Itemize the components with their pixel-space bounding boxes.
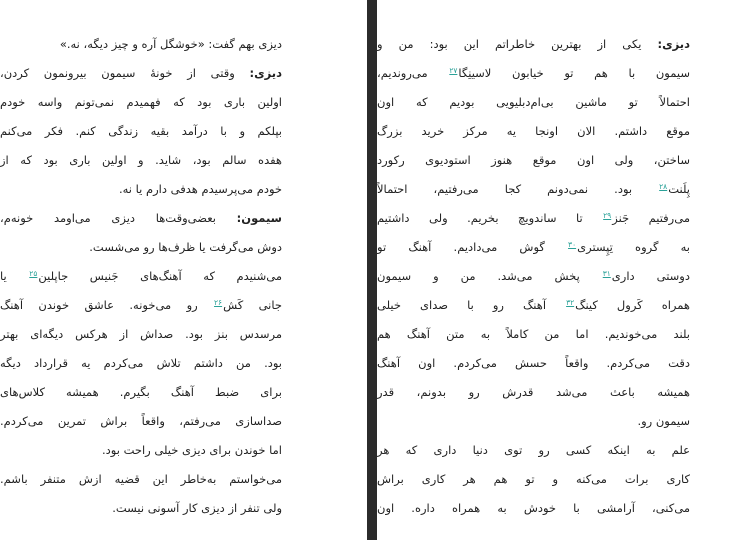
- text-line: [0, 88, 282, 117]
- text-line: [0, 436, 282, 465]
- text-segment: برای ضبط آهنگ بگیرم. همیشه کلاس‌های: [0, 385, 282, 399]
- text-line: [0, 407, 282, 436]
- text-segment: می‌رفتیم جَنز: [612, 211, 690, 225]
- text-line: [0, 59, 282, 88]
- text-line: [377, 262, 690, 291]
- text-line: [377, 465, 690, 494]
- text-segment: دیزی بهم گفت: «خوشگل آره و چیز دیگه، نه.»: [59, 37, 282, 51]
- text-line: [0, 349, 282, 378]
- text-line: [0, 117, 282, 146]
- text-line: [377, 436, 690, 465]
- footnote-link[interactable]: ۳۱: [602, 269, 611, 278]
- text-line: [377, 88, 690, 117]
- text-line: [0, 146, 282, 175]
- text-segment: آهنگ رو با صدای خیلی: [377, 298, 566, 312]
- text-segment: ساختن، ولی اون موقع هنوز استودیوی رکورد: [377, 153, 690, 167]
- text-line: [0, 233, 282, 262]
- text-segment: بود. من داشتم تلاش می‌کردم یه قرارداد دیگه: [0, 356, 282, 370]
- text-segment: رو می‌خونه. عاشق خوندن آهنگ: [0, 298, 214, 312]
- right-page-text: [377, 30, 690, 523]
- text-line: [377, 378, 690, 407]
- right-page: [377, 0, 730, 540]
- text-line: [377, 30, 690, 59]
- text-segment: وقتی از خونهٔ سیمون بیرونمون کردن،: [0, 66, 250, 80]
- text-segment: صداسازی می‌رفتم، واقعاً براش تمرین می‌کردم.: [0, 414, 282, 428]
- text-segment: می‌روندیم،: [377, 66, 449, 80]
- text-line: [0, 378, 282, 407]
- text-line: [377, 117, 690, 146]
- text-segment: ولی تنفر از دیزی کار آسونی نیست.: [112, 501, 282, 515]
- text-segment: بود. نمی‌دونم کجا می‌رفتیم، احتمالاً: [377, 182, 659, 196]
- text-segment: سیمون با هم تو خیابون لاسینِگا: [458, 66, 690, 80]
- text-segment: یکی از بهترین خاطراتم این بود: من و: [377, 37, 658, 51]
- text-segment: جانی کَش: [223, 298, 282, 312]
- footnote-link[interactable]: ۲۶: [214, 298, 223, 307]
- text-segment: موقع داشتم. الان اونجا یه مرکز خرید بزرگ: [377, 124, 690, 138]
- footnote-link[interactable]: ۲۷: [449, 66, 458, 75]
- text-segment: همیشه باعث می‌شد قدرش رو بدونم، قدر: [377, 385, 690, 399]
- text-segment: خودم می‌پرسیدم هدفی دارم یا نه.: [118, 182, 282, 196]
- text-segment: علم به اینکه کسی رو توی دنیا داری که هر: [377, 443, 690, 457]
- text-segment: گوش می‌دادیم. آهنگ تو: [377, 240, 568, 254]
- text-segment: مرسدس بنز بود. صداش از هرکس دیگه‌ای بهتر: [0, 327, 282, 341]
- text-segment: احتمالاً تو ماشین بی‌ام‌دبلیویی بودیم که اون: [377, 95, 690, 109]
- footnote-link[interactable]: ۲۹: [603, 211, 612, 220]
- text-segment: سیمون رو.: [637, 414, 690, 428]
- footnote-link[interactable]: ۳۲: [566, 298, 575, 307]
- text-segment: به گروه تِپِستری: [577, 240, 690, 254]
- text-segment: همراه کَرول کینگ: [575, 298, 690, 312]
- text-line: [377, 349, 690, 378]
- text-line: [0, 262, 282, 291]
- text-segment: بعضی‌وقت‌ها دیزی می‌اومد خونه‌م،: [0, 211, 237, 225]
- text-line: [377, 175, 690, 204]
- text-segment: هفده سالم بود، شاید. و اولین باری بود که از: [0, 153, 282, 167]
- text-line: [0, 465, 282, 494]
- text-line: [0, 204, 282, 233]
- text-line: [0, 30, 282, 59]
- text-line: [377, 146, 690, 175]
- text-line: [377, 204, 690, 233]
- text-line: [0, 494, 282, 523]
- text-segment: کاری برات می‌کنه و تو هم هر کاری براش: [377, 472, 690, 486]
- text-segment: اما خوندن برای دیزی خیلی راحت بود.: [102, 443, 282, 457]
- footnote-link[interactable]: ۲۵: [29, 269, 38, 278]
- speaker-name: دیزی:: [249, 66, 282, 80]
- text-line: [0, 175, 282, 204]
- text-segment: دوش می‌گرفت یا ظرف‌ها رو می‌شست.: [89, 240, 282, 254]
- text-segment: می‌شنیدم که آهنگ‌های جَنیس جاپلین: [38, 269, 282, 283]
- text-segment: دقت می‌کردم. واقعاً حسش می‌کردم. اون آهنگ: [377, 356, 690, 370]
- page-gutter: [367, 0, 377, 540]
- text-segment: دوستی داری: [611, 269, 690, 283]
- left-page-text: [0, 30, 282, 523]
- footnote-link[interactable]: ۲۸: [659, 182, 668, 191]
- text-line: [377, 59, 690, 88]
- text-segment: می‌کنی، آرامشی با خودش به همراه داره. اون: [377, 501, 690, 515]
- text-line: [377, 233, 690, 262]
- speaker-name: سیمون:: [236, 211, 282, 225]
- text-line: [377, 407, 690, 436]
- text-segment: بپلکم و با درآمد بقیه زندگی کنم. فکر می‌کنم: [0, 124, 282, 138]
- text-segment: بلند می‌خوندیم. اما من کاملاً به متن آهنگ هم: [377, 327, 690, 341]
- text-line: [0, 320, 282, 349]
- text-segment: تا ساندویچ بخریم. ولی داشتیم: [377, 211, 603, 225]
- text-segment: می‌خواستم به‌خاطر این قضیه ازش متنفر باشم.: [0, 472, 282, 486]
- text-segment: پِلَنت: [668, 182, 690, 196]
- text-line: [377, 320, 690, 349]
- speaker-name: دیزی:: [657, 37, 690, 51]
- text-line: [377, 291, 690, 320]
- text-segment: اولین باری بود که فهمیدم نمی‌تونم واسه خودم: [0, 95, 282, 109]
- text-line: [0, 291, 282, 320]
- text-segment: یا: [0, 269, 29, 283]
- footnote-link[interactable]: ۳۰: [568, 240, 577, 249]
- text-line: [377, 494, 690, 523]
- text-segment: پخش می‌شد. من و سیمون: [377, 269, 602, 283]
